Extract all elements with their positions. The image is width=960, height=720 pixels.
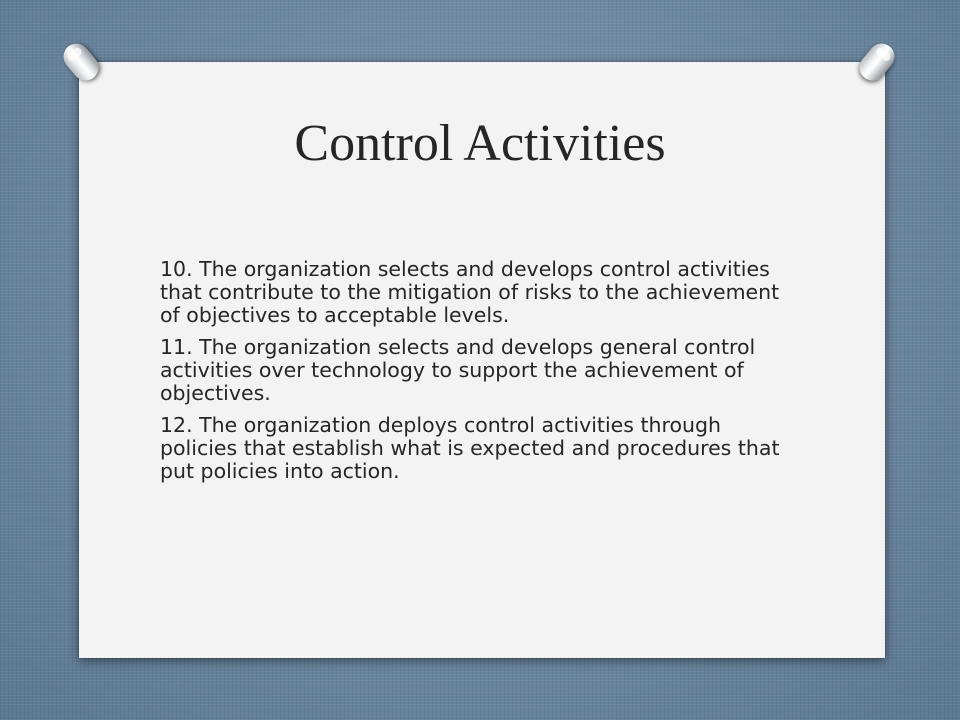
bullet-list bbox=[160, 258, 800, 492]
list-item: 10. The organization selects and develops control activities that contribute to the mitigation of risks to the achievement of objectives to acceptable levels. bbox=[160, 257, 780, 327]
list-item: 11. The organization selects and develops general control activities over technology to support the achievement of objectives. bbox=[160, 335, 756, 405]
slide-title: Control Activities bbox=[294, 115, 666, 172]
list-item: 12. The organization deploys control activities through policies that establish what is expected and procedures that put policies into action. bbox=[160, 413, 780, 483]
